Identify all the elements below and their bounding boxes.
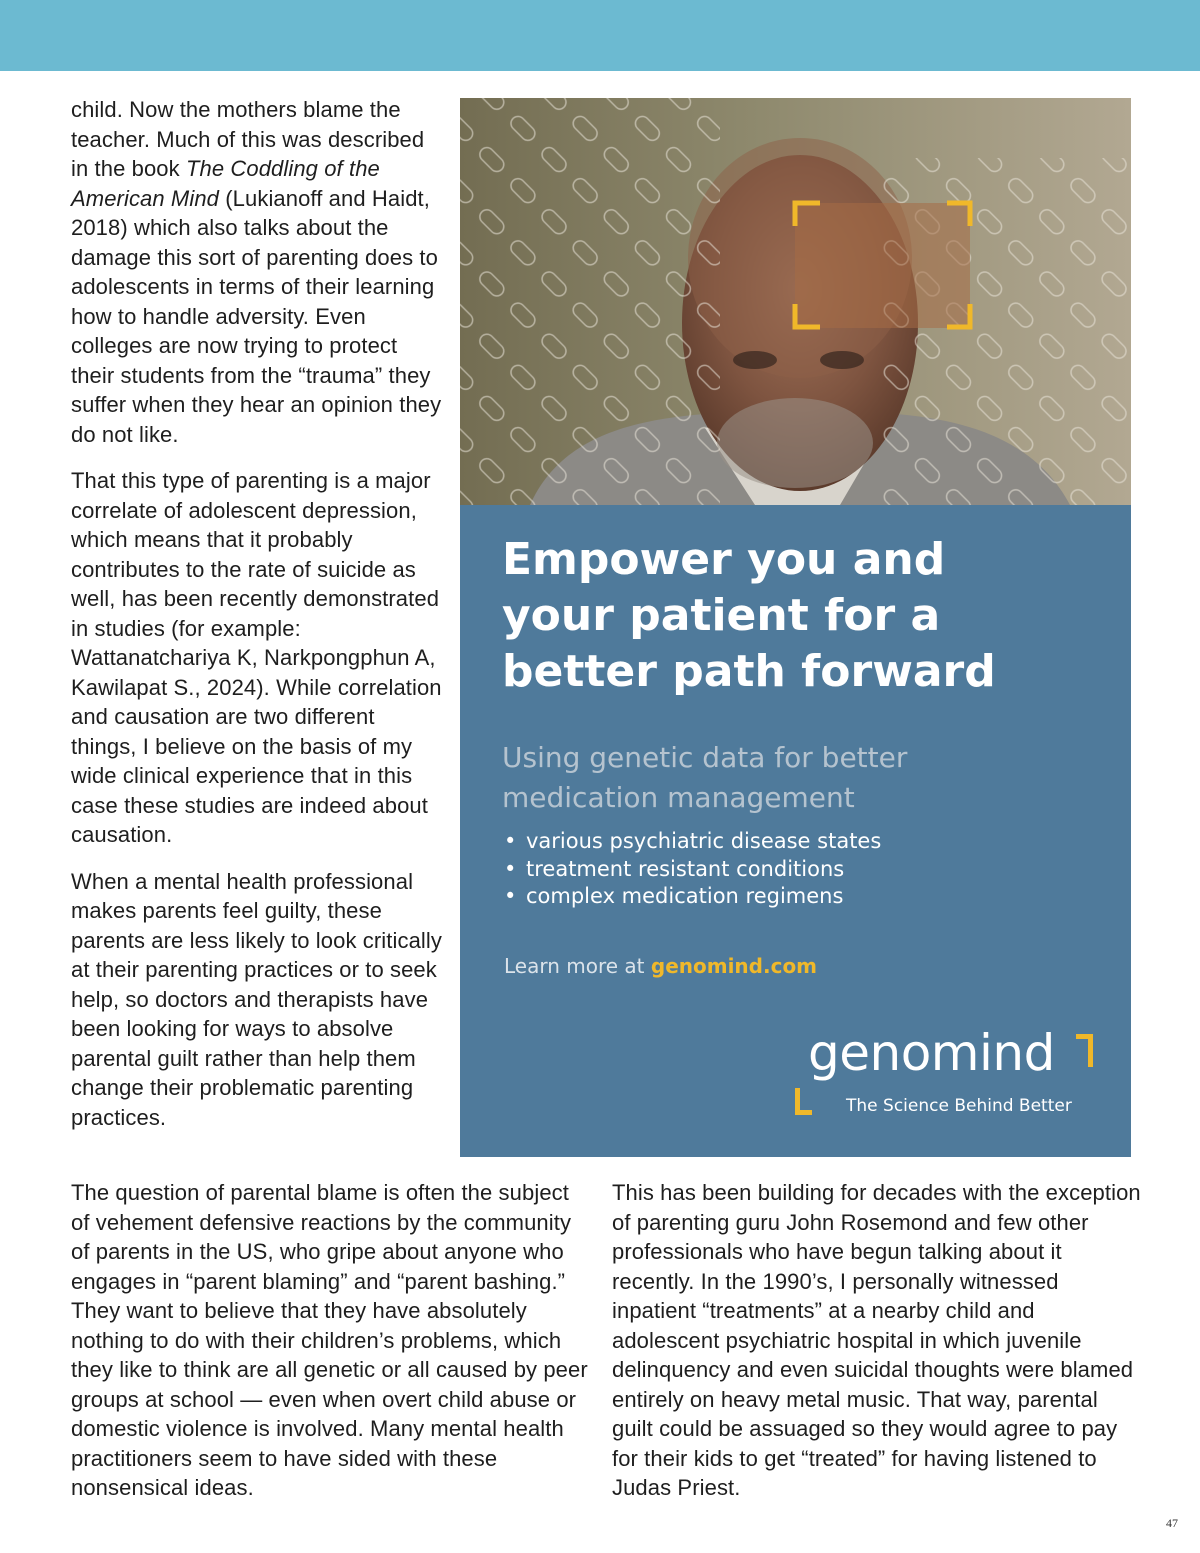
top-header-bar: [0, 0, 1200, 71]
bullet-icon: •: [504, 829, 517, 853]
paragraph-parental-guilt: When a mental health professional makes parents feel guilty, these parents are less likely to look critically at their parenting practices or to seek help, so doctors and therapists have been looking for ways to absolve parental guilt rather than help them change their problematic parenting practices.: [71, 868, 443, 1130]
bullet-text: various psychiatric disease states: [526, 829, 882, 853]
ad-headline: [502, 532, 1102, 700]
headline-line: your patient for a: [502, 590, 941, 641]
bullet-text: complex medication regimens: [526, 884, 844, 908]
left-column-text: [71, 95, 443, 1149]
paragraph-depression-correlate: That this type of parenting is a major correlate of adolescent depression, which means that it probably contributes to the rate of suicide as well, has been recently demonstrated in studies (for example: Wattanatchariya K, Narkpongphun A, Kawilapat S., 2024). While correlation and causation are two different things, I believe on the basis of my wide clinical experience that in this case these studies are indeed about causation.: [71, 468, 442, 847]
genomind-advertisement: [460, 98, 1131, 1157]
logo-wordmark: genomind: [808, 1024, 1055, 1082]
bullet-icon: •: [504, 856, 517, 881]
scan-box: [795, 203, 970, 328]
genomind-logo: [792, 1024, 1092, 1125]
bottom-right-column-text: [612, 1178, 1142, 1520]
logo-bracket-icon: [795, 1088, 812, 1115]
logo-bracket-icon: [1076, 1034, 1093, 1067]
subheadline-line: medication management: [502, 781, 855, 814]
paragraph-text: child. Now the mothers blame the teacher. Much of this was described in the book: [71, 97, 425, 181]
paragraph-text: (Lukianoff and Haidt, 2018) which also talks about the damage this sort of parenting does to adolescents in terms of their learning how to handle adversity. Even colleges are now trying to protect their students from the “trauma” they suffer when they hear an opinion they do not like.: [71, 185, 442, 447]
paragraph-heavy-metal: This has been building for decades with the exception of parenting guru John Rosemond and few other professionals who have begun talking about it recently. In the 1990’s, I personally witnessed inpatient “treatments” at a nearby child and adolescent psychiatric hospital in which juvenile delinquency and even suicidal thoughts were blamed entirely on heavy metal music. That way, parental guilt could be assuaged so they would agree to pay for their kids to get “treated” for having listened to Judas Priest.: [612, 1180, 1141, 1500]
ad-bullet-item: [502, 883, 1102, 911]
bullet-text: treatment resistant conditions: [526, 856, 845, 881]
ad-portrait-photo: [460, 98, 1131, 505]
portrait-illustration: [460, 98, 1131, 505]
logo-tagline: The Science Behind Better: [846, 1096, 1072, 1116]
headline-line: better path forward: [502, 646, 996, 697]
bullet-icon: •: [504, 884, 517, 908]
subheadline-line: Using genetic data for better: [502, 741, 908, 774]
paragraph-coddling: [71, 95, 443, 449]
ad-learn-more: [504, 954, 817, 978]
book-title: The Coddling of the American Mind: [71, 156, 380, 211]
page-number: 47: [1166, 1516, 1178, 1530]
headline-line: Empower you and: [502, 534, 946, 585]
learn-more-prefix: Learn more at: [504, 954, 651, 978]
ad-subheadline: [502, 738, 1102, 818]
paragraph-parental-blame: The question of parental blame is often the subject of vehement defensive reactions by the community of parents in the US, who gripe about anyone who engages in “parent blaming” and “parent bashing.” They want to believe that they have absolutely nothing to do with their children’s problems, which they like to think are all genetic or all caused by peer groups at school — even when overt child abuse or domestic violence is involved. Many mental health practitioners seem to have sided with these nonsensical ideas.: [71, 1180, 588, 1500]
ad-bullet-item: [502, 856, 1102, 884]
ad-bullet-item: [502, 828, 1102, 856]
genomind-link[interactable]: genomind.com: [650, 954, 818, 978]
ad-bullet-list: [502, 828, 1102, 911]
bottom-left-column-text: [71, 1178, 593, 1520]
